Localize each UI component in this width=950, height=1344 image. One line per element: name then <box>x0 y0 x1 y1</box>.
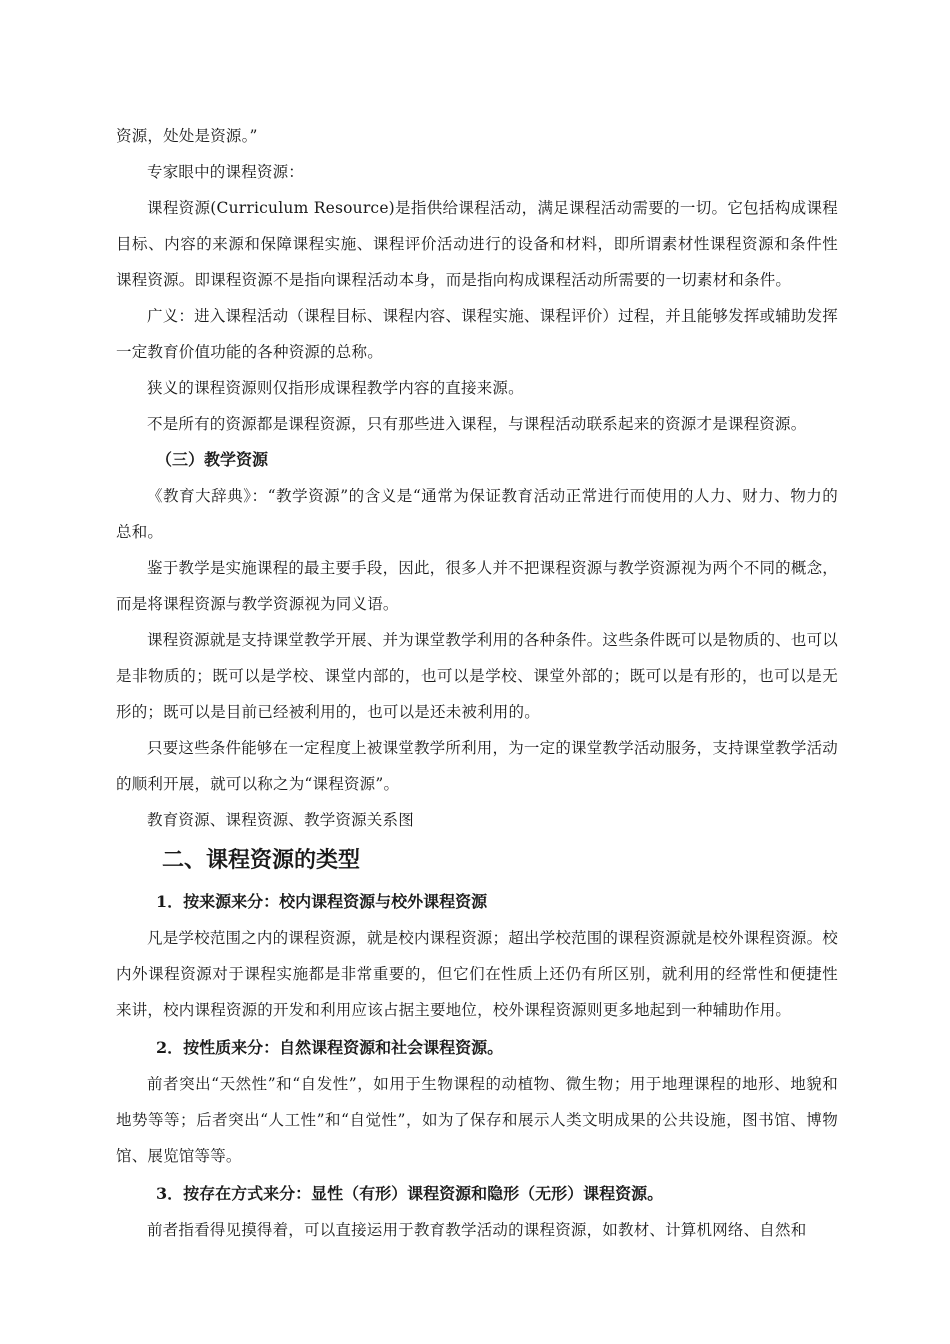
paragraph: 课程资源就是支持课堂教学开展、并为课堂教学利用的各种条件。这些条件既可以是物质的、也可以是非物质的；既可以是学校、课堂内部的，也可以是学校、课堂外部的；既可以是有形的，也可以是无形的；既可以是目前已经被利用的，也可以是还未被利用的。 <box>116 631 838 721</box>
subheading-by-nature: 2．按性质来分：自然课程资源和社会课程资源。 <box>156 1038 504 1057</box>
subheading-by-source: 1．按来源来分：校内课程资源与校外课程资源 <box>156 892 488 911</box>
paragraph: 资源，处处是资源。” <box>116 127 258 145</box>
paragraph: 《教育大辞典》：“教学资源”的含义是“通常为保证教育活动正常进行而使用的人力、财力、物力的总和。 <box>116 487 838 541</box>
paragraph: 只要这些条件能够在一定程度上被课堂教学所利用，为一定的课堂教学活动服务，支持课堂教学活动的顺利开展，就可以称之为“课程资源”。 <box>116 739 838 793</box>
figure-caption: 教育资源、课程资源、教学资源关系图 <box>147 811 414 829</box>
paragraph: 课程资源(Curriculum Resource)是指供给课程活动，满足课程活动需要的一切。它包括构成课程目标、内容的来源和保障课程实施、课程评价活动进行的设备和材料，即所谓素材性课程资源和条件性课程资源。即课程资源不是指向课程活动本身，而是指向构成课程活动所需要的一切素材和条件。 <box>116 199 838 289</box>
paragraph: 凡是学校范围之内的课程资源，就是校内课程资源；超出学校范围的课程资源就是校外课程资源。校内外课程资源对于课程实施都是非常重要的，但它们在性质上还仍有所区别，就利用的经常性和便捷性来讲，校内课程资源的开发和利用应该占据主要地位，校外课程资源则更多地起到一种辅助作用。 <box>116 929 838 1019</box>
document-page <box>116 118 838 1248</box>
paragraph: 专家眼中的课程资源： <box>147 163 305 181</box>
paragraph: 鉴于教学是实施课程的最主要手段，因此，很多人并不把课程资源与教学资源视为两个不同的概念，而是将课程资源与教学资源视为同义语。 <box>116 559 838 613</box>
paragraph: 不是所有的资源都是课程资源，只有那些进入课程，与课程活动联系起来的资源才是课程资源。 <box>147 415 807 433</box>
section-heading-teaching-resources: （三）教学资源 <box>156 450 269 469</box>
paragraph: 前者突出“天然性”和“自发性”，如用于生物课程的动植物、微生物；用于地理课程的地形、地貌和地势等等；后者突出“人工性”和“自觉性”，如为了保存和展示人类文明成果的公共设施，图书馆、博物馆、展览馆等等。 <box>116 1075 838 1165</box>
paragraph: 广义：进入课程活动（课程目标、课程内容、课程实施、课程评价）过程，并且能够发挥或辅助发挥一定教育价值功能的各种资源的总称。 <box>116 307 838 361</box>
paragraph: 狭义的课程资源则仅指形成课程教学内容的直接来源。 <box>147 379 524 397</box>
subheading-by-existence: 3．按存在方式来分：显性（有形）课程资源和隐形（无形）课程资源。 <box>156 1184 664 1203</box>
chapter-heading-resource-types: 二、课程资源的类型 <box>162 847 361 873</box>
paragraph: 前者指看得见摸得着，可以直接运用于教育教学活动的课程资源，如教材、计算机网络、自然和 <box>147 1221 807 1239</box>
